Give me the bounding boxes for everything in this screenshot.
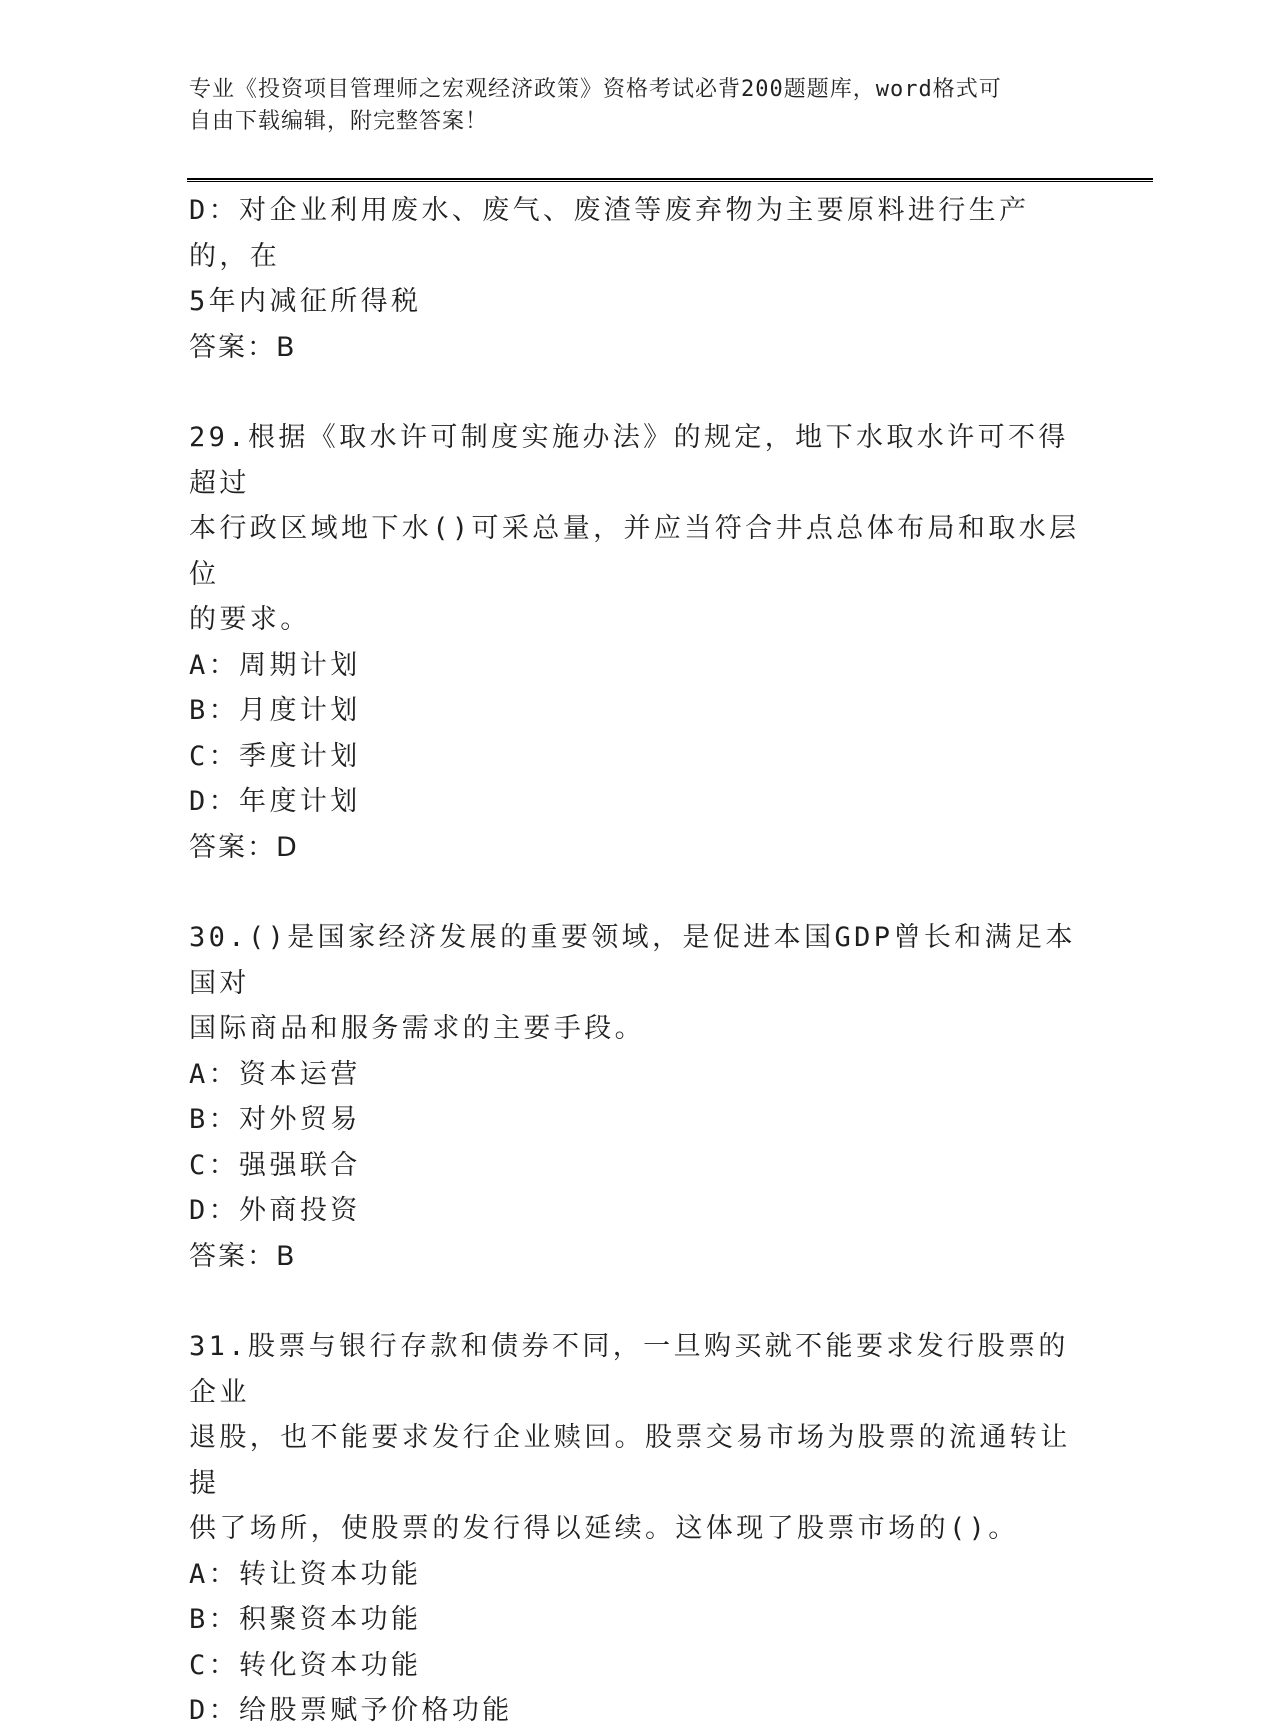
header-title-line-2: 自由下载编辑，附完整答案！ <box>189 109 489 134</box>
header-title-line-1: 专业《投资项目管理师之宏观经济政策》资格考试必背200题题库，word格式可 <box>189 77 1002 102</box>
option-a: A：周期计划 <box>189 649 361 681</box>
question-31 <box>189 1324 1089 1734</box>
option-c: C：强强联合 <box>189 1149 361 1181</box>
document-body <box>189 188 1089 1734</box>
option-a: A：转让资本功能 <box>189 1558 422 1590</box>
answer: 答案：D <box>189 831 299 863</box>
answer: 答案：B <box>189 331 297 363</box>
question-text: 供了场所，使股票的发行得以延续。这体现了股票市场的()。 <box>189 1513 1019 1544</box>
question-text: 国际商品和服务需求的主要手段。 <box>189 1013 645 1044</box>
question-text: 29.根据《取水许可制度实施办法》的规定，地下水取水许可不得超过 <box>189 422 1069 499</box>
question-30 <box>189 915 1089 1279</box>
answer: 答案：B <box>189 1240 297 1272</box>
option-c: C：转化资本功能 <box>189 1649 422 1681</box>
question-text: 退股，也不能要求发行企业赎回。股票交易市场为股票的流通转让提 <box>189 1422 1071 1499</box>
option-d: D：对企业利用废水、废气、废渣等废弃物为主要原料进行生产的，在 <box>189 195 1030 272</box>
option-b: B：积聚资本功能 <box>189 1604 422 1635</box>
question-28-tail <box>189 188 1089 370</box>
question-text: 31.股票与银行存款和债券不同，一旦购买就不能要求发行股票的企业 <box>189 1331 1069 1408</box>
question-text: 的要求。 <box>189 604 311 635</box>
option-d-continued: 5年内减征所得税 <box>189 286 422 317</box>
option-a: A：资本运营 <box>189 1058 361 1090</box>
option-d: D：给股票赋予价格功能 <box>189 1695 513 1726</box>
option-b: B：对外贸易 <box>189 1104 361 1135</box>
question-text: 30.()是国家经济发展的重要领域，是促进本国GDP曾长和满足本国对 <box>189 922 1076 999</box>
page-header <box>189 74 1069 138</box>
option-d: D：年度计划 <box>189 786 361 817</box>
option-b: B：月度计划 <box>189 695 361 726</box>
question-text: 本行政区域地下水()可采总量，并应当符合井点总体布局和取水层位 <box>189 513 1080 590</box>
option-c: C：季度计划 <box>189 740 361 772</box>
header-divider <box>187 178 1153 182</box>
question-29 <box>189 415 1089 870</box>
option-d: D：外商投资 <box>189 1195 361 1226</box>
